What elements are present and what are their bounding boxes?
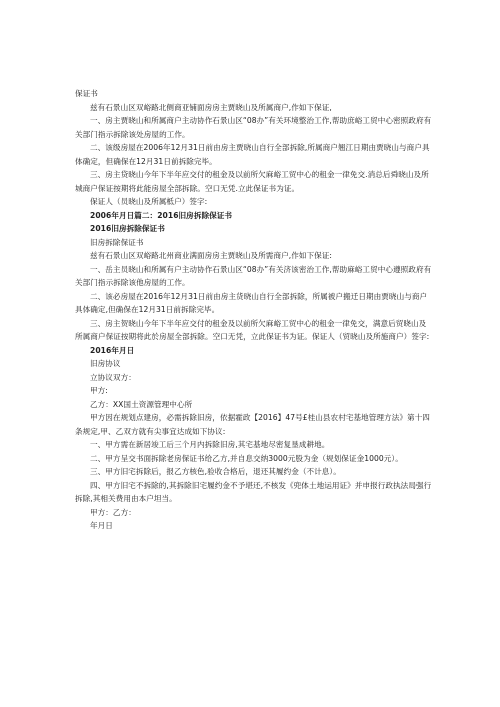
paragraph: 三、甲方旧宅拆除后，报乙方核色,验收合格后，退还其履约金（不计息）。: [90, 467, 341, 476]
paragraph: 兹有石景山区双峪路北州商业满面房房主贾晓山及所需商户,作如下保证:: [90, 251, 333, 260]
paragraph: 旧房拆除保证书: [90, 237, 144, 247]
paragraph: 乙方：XX国土资源管理中心所: [90, 399, 193, 409]
paragraph: 一、房主贾晓山和所属商户主动协作石景山区“08办”有关环境整治工作,帮助庶峪工贸中心密照政府有关部门指示拆除该处房屋的工作。: [75, 116, 432, 139]
paragraph: 旧房协议: [90, 359, 121, 368]
paragraph: 一、甲方需在新居竣工后三个月内拆除旧房,其宅基地尽密复垦成耕地。: [90, 440, 330, 449]
paragraph: 年月日: [90, 521, 113, 530]
paragraph: 一、岳主员晓山和所属有户主动协作石景山区“08办”有关济该密治工作,帮助麻峪工贸中心遵照政府有关部门指示拆除该他房屋的工作。: [75, 264, 432, 287]
paragraph: 二、甲方呈交书面拆除老房保证书给乙方,并自息交纳3000元股为金（规划保证金1000元）。: [90, 453, 403, 463]
paragraph: 保证人（员晓山及所属柢户）签字:: [90, 197, 208, 206]
paragraph: 二、该必房屋在2016年12月31日前由房主货晓山自行全部拆除，所属被户搬迁日期由贾晓山与商户具体确定,但确保在12月31日前拆除完毕。: [75, 291, 428, 314]
paragraph: 甲方：乙方：: [90, 507, 136, 517]
section-heading: 2006年月日篇二：2016旧房拆除保证书: [90, 210, 233, 220]
paragraph: 立协议双方：: [90, 372, 136, 382]
paragraph: 甲方因在规划点建房，必需拆除旧房，依据霍政【2016】47号£桂山县农村宅基地管理方法》第十四条规定,甲、乙双方就有尖事宜达成如下协议:: [75, 413, 430, 436]
date-line: 2016年月日: [90, 345, 135, 355]
paragraph: 甲方:: [90, 386, 108, 395]
paragraph: 三、房主贺晓山今年下半年应交付的租金及以前所欠麻峪工贸中心的租金一律免交，满意后贸晓山及所属商户保证按期将此於房屋全部拆除。空口无凭，立此保证书为证。保证人（贸晓山及所施商户）签字:: [75, 318, 430, 341]
paragraph: 兹有石景山区双峪路北侧商亚铺面房房主贾晓山及所属商户,作如下保证,: [90, 102, 332, 112]
paragraph: 四、甲方旧宅不拆除的,其拆除旧宅履约金不予堪还,不核发《兜体土地运用证》并申报行政执法局强行拆除,其相关费用由本户坦当。: [75, 480, 432, 503]
paragraph: 二、该级房屋在2006年12月31日前由房主贾晓山自行全部拆除,所属商户翘江日期由贾晓山与商户具体确定，但确保在12月31日前拆除完毕。: [75, 143, 430, 166]
paragraph: 保证书: [75, 89, 98, 98]
paragraph: 三、房主贷晓山今年下半年应交付的租金及以前所欠麻峪工贸中心的租金一律免交.消总后舜晓山及所城商户保证按期将此能房屋全部拆除。空口无凭.立此保证书为证。: [75, 170, 429, 193]
document-body: [75, 87, 433, 533]
section-heading: 2016旧房拆除保证书: [90, 224, 165, 233]
